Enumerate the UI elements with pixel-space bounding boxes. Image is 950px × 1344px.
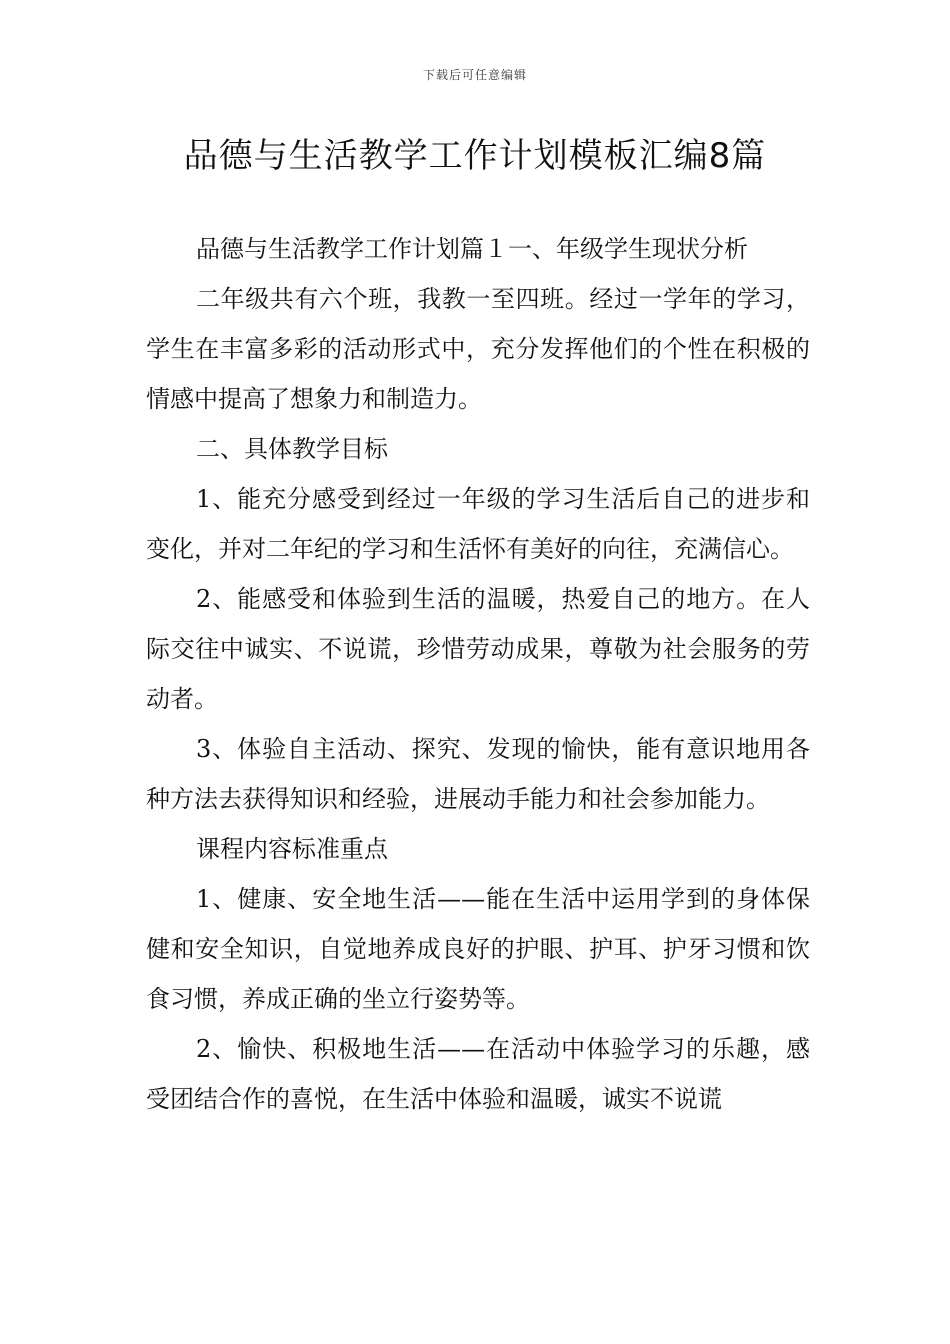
paragraph-goal-2: 2、能感受和体验到生活的温暖，热爱自己的地方。在人际交往中诚实、不说谎，珍惜劳动成果，尊敬为社会服务的劳动者。 <box>146 585 810 713</box>
paragraph-goals-heading: 二、具体教学目标 <box>196 435 388 463</box>
paragraph-curriculum-heading: 课程内容标准重点 <box>196 835 388 863</box>
paragraph-curriculum-2: 2、愉快、积极地生活——在活动中体验学习的乐趣，感受团结合作的喜悦，在生活中体验和温暖，诚实不说谎 <box>146 1035 810 1113</box>
document-body <box>146 224 810 1124</box>
paragraph-goal-3: 3、体验自主活动、探究、发现的愉快，能有意识地用各种方法去获得知识和经验，进展动手能力和社会参加能力。 <box>146 735 810 813</box>
paragraph-section-heading: 品德与生活教学工作计划篇１一、年级学生现状分析 <box>196 235 748 263</box>
paragraph-goal-1: 1、能充分感受到经过一年级的学习生活后自己的进步和变化，并对二年纪的学习和生活怀有美好的向往，充满信心。 <box>146 485 810 563</box>
paragraph-curriculum-1: 1、健康、安全地生活——能在生活中运用学到的身体保健和安全知识，自觉地养成良好的护眼、护耳、护牙习惯和饮食习惯，养成正确的坐立行姿势等。 <box>146 885 810 1013</box>
paragraph-student-analysis: 二年级共有六个班，我教一至四班。经过一学年的学习，学生在丰富多彩的活动形式中，充分发挥他们的个性在积极的情感中提高了想象力和制造力。 <box>146 285 810 413</box>
header-note: 下载后可任意编辑 <box>422 68 527 82</box>
document-title: 品德与生活教学工作计划模板汇编8篇 <box>183 136 767 176</box>
